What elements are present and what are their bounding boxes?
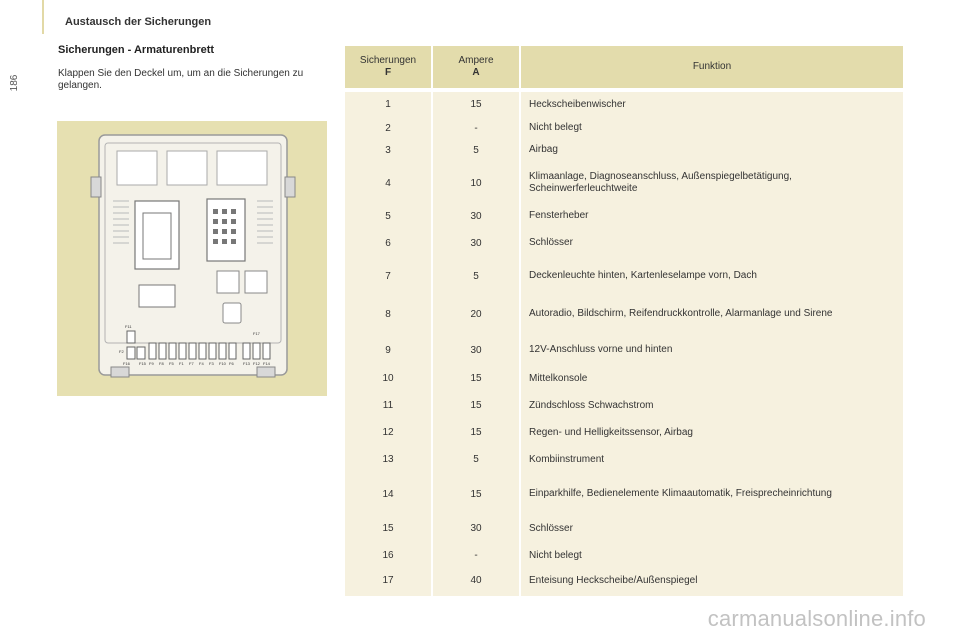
fuse-amp: 5 [431,139,519,161]
table-row [345,227,903,259]
fuse-number: 4 [345,161,431,205]
fuse-amp: - [431,542,519,569]
fuse-box-illustration [57,121,327,396]
table-row [345,161,903,205]
table-row [345,569,903,596]
col-header-amp [431,46,519,88]
fuse-function: Enteisung Heckscheibe/Außenspiegel [519,569,903,596]
fuse-label: F5 [169,361,174,366]
page-number: 186 [8,74,20,92]
col-header-fuse-symbol: F [384,67,392,78]
fuse-box-diagram [57,121,327,396]
table-row [345,515,903,542]
col-header-amp-label: Ampere [458,55,494,66]
fuse-amp: 30 [431,205,519,227]
fuse-function: Zündschloss Schwachstrom [519,392,903,419]
chapter-title: Austausch der Sicherungen [65,16,212,28]
fuse-number: 13 [345,446,431,473]
fuse-amp: 30 [431,227,519,259]
fuse-amp: 5 [431,446,519,473]
table-row [345,542,903,569]
fuse-number: 8 [345,293,431,335]
table-row [345,205,903,227]
fuse-number: 2 [345,117,431,139]
fuse-label: F10 [219,361,226,366]
fuse-function: Deckenleuchte hinten, Kartenleselampe vorn, Dach [519,259,903,293]
table-row [345,259,903,293]
fuse-function: Schlösser [519,227,903,259]
fuse-number: 3 [345,139,431,161]
table-row [345,392,903,419]
fuse-number: 10 [345,365,431,392]
fuse-amp: 10 [431,161,519,205]
fuse-function: Nicht belegt [519,117,903,139]
fuse-function: Nicht belegt [519,542,903,569]
table-row [345,117,903,139]
fuse-function: 12V-Anschluss vorne und hinten [519,335,903,365]
table-row [345,335,903,365]
fuse-number: 16 [345,542,431,569]
col-header-amp-symbol: A [472,67,480,78]
fuse-function: Klimaanlage, Diagnoseanschluss, Außenspiegelbetätigung, Scheinwerferleuchtweite [519,161,903,205]
fuse-function: Heckscheibenwischer [519,92,903,117]
fuse-amp: 20 [431,293,519,335]
fuse-amp: 15 [431,92,519,117]
fuse-function: Airbag [519,139,903,161]
fuse-label: F7 [189,361,194,366]
fuse-function: Kombiinstrument [519,446,903,473]
table-row [345,419,903,446]
fuse-amp: 15 [431,419,519,446]
table-row [345,139,903,161]
fuse-label: F11 [125,324,132,329]
fuse-number: 5 [345,205,431,227]
fuse-table [345,46,903,596]
intro-text: Klappen Sie den Deckel um, um an die Sicherungen zu gelangen. [58,68,304,91]
fuse-function: Einparkhilfe, Bedienelemente Klimaautomatik, Freisprecheinrichtung [519,473,903,515]
fuse-label: F1 [179,361,184,366]
fuse-number: 12 [345,419,431,446]
fuse-function: Regen- und Helligkeitssensor, Airbag [519,419,903,446]
fuse-label: F4 [199,361,204,366]
table-row [345,365,903,392]
table-row [345,446,903,473]
fuse-function: Autoradio, Bildschirm, Reifendruckkontrolle, Alarmanlage und Sirene [519,293,903,335]
fuse-label: F17 [253,331,260,336]
fuse-number: 11 [345,392,431,419]
fuse-label: F6 [229,361,234,366]
fuse-label: F13 [243,361,250,366]
table-row [345,293,903,335]
fuse-label: F12 [253,361,260,366]
col-header-fuse-label: Sicherungen [359,55,417,66]
fuse-label: F8 [159,361,164,366]
fuse-function: Mittelkonsole [519,365,903,392]
fuse-label: F3 [209,361,214,366]
fuse-label: F14 [263,361,270,366]
fuse-label: F2 [119,349,124,354]
header-rule [42,0,44,34]
section-title: Sicherungen - Armaturenbrett [58,44,215,56]
fuse-amp: 15 [431,365,519,392]
fuse-amp: 5 [431,259,519,293]
col-header-fuse [345,46,431,88]
table-row [345,92,903,117]
fuse-number: 14 [345,473,431,515]
fuse-amp: 15 [431,473,519,515]
fuse-label: F16 [123,361,130,366]
fuse-number: 17 [345,569,431,596]
fuse-amp: 40 [431,569,519,596]
fuse-number: 9 [345,335,431,365]
fuse-function: Fensterheber [519,205,903,227]
fuse-number: 15 [345,515,431,542]
table-row [345,473,903,515]
fuse-label: F9 [149,361,154,366]
fuse-function: Schlösser [519,515,903,542]
fuse-number: 1 [345,92,431,117]
fuse-amp: 30 [431,335,519,365]
table-header-row [345,46,903,88]
fuse-number: 7 [345,259,431,293]
col-header-function: Funktion [519,46,903,88]
fuse-amp: - [431,117,519,139]
fuse-amp: 30 [431,515,519,542]
fuse-number: 6 [345,227,431,259]
fuse-label: F15 [139,361,146,366]
fuse-amp: 15 [431,392,519,419]
watermark: carmanualsonline.info [707,606,926,631]
